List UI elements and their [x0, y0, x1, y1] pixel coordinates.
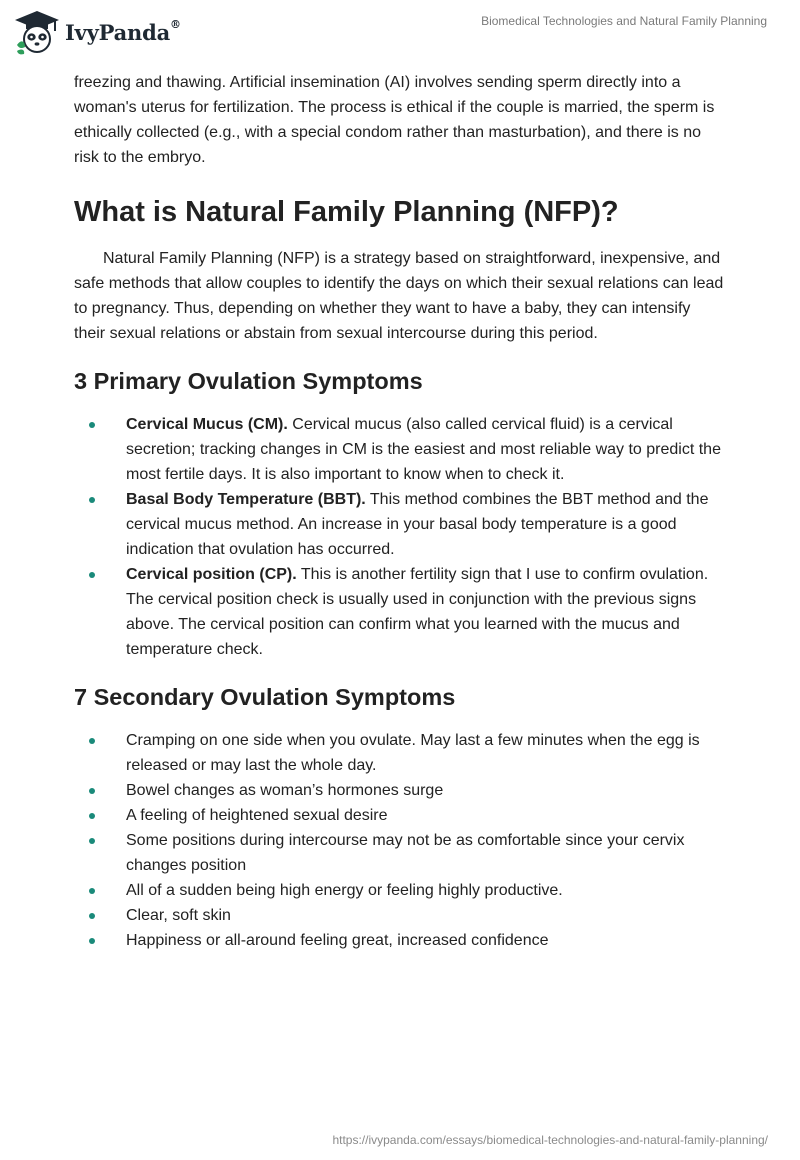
- list-item-text: Bowel changes as woman’s hormones surge: [126, 782, 444, 799]
- brand-name: IvyPanda®: [65, 17, 181, 45]
- list-item: [74, 903, 724, 928]
- bullet-dot: [89, 497, 95, 503]
- list-item-term: Cervical Mucus (CM).: [126, 416, 288, 433]
- list-item-text: This method combines the BBT method and the cervical mucus method. An increase in your basal body temperature is a good indication that ovulation has occurred.: [126, 491, 709, 558]
- list-item-text: Clear, soft skin: [126, 907, 231, 924]
- list-item: [74, 412, 724, 487]
- bullet-dot: [89, 813, 95, 819]
- bullet-dot: [89, 788, 95, 794]
- bullet-dot: [89, 838, 95, 844]
- list-item-term: Cervical position (CP).: [126, 566, 297, 583]
- list-item-text: A feeling of heightened sexual desire: [126, 807, 388, 824]
- bullet-dot: [89, 938, 95, 944]
- brand-logo[interactable]: [13, 9, 181, 55]
- list-item-text: Some positions during intercourse may not be as comfortable since your cervix changes position: [126, 832, 685, 874]
- document-title: Biomedical Technologies and Natural Family Planning: [481, 14, 767, 28]
- nfp-heading: What is Natural Family Planning (NFP)?: [74, 196, 619, 228]
- list-item: [74, 778, 724, 803]
- list-item: [74, 928, 724, 953]
- list-item-text: Happiness or all-around feeling great, increased confidence: [126, 932, 549, 949]
- list-item-text: Cramping on one side when you ovulate. May last a few minutes when the egg is released or may last the whole day.: [126, 732, 700, 774]
- primary-symptoms-heading: 3 Primary Ovulation Symptoms: [74, 368, 423, 394]
- bullet-dot: [89, 572, 95, 578]
- panda-graduate-icon: [13, 9, 61, 55]
- list-item-text: Cervical mucus (also called cervical fluid) is a cervical secretion; tracking changes in CM is the easiest and most reliable way to predict the most fertile days. It is also important to know when to check it.: [126, 416, 721, 483]
- list-item: [74, 487, 724, 562]
- primary-symptoms-list: [74, 412, 724, 662]
- source-url-link[interactable]: https://ivypanda.com/essays/biomedical-technologies-and-natural-family-planning/: [332, 1133, 768, 1147]
- list-item: [74, 728, 724, 778]
- bullet-dot: [89, 913, 95, 919]
- article-body: [74, 70, 724, 953]
- list-item: [74, 878, 724, 903]
- bullet-dot: [89, 888, 95, 894]
- intro-paragraph: freezing and thawing. Artificial insemination (AI) involves sending sperm directly into a woman's uterus for fertilization. The process is ethical if the couple is married, the sperm is ethically collected (e.g., with a special condom rather than masturbation), and there is no risk to the embryo.: [74, 74, 715, 166]
- list-item-text: This is another fertility sign that I use to confirm ovulation. The cervical position check is usually used in conjunction with the previous signs above. The cervical position can confirm what you learned with the mucus and temperature check.: [126, 566, 709, 658]
- secondary-symptoms-heading: 7 Secondary Ovulation Symptoms: [74, 684, 456, 710]
- bullet-dot: [89, 422, 95, 428]
- bullet-dot: [89, 738, 95, 744]
- secondary-symptoms-list: [74, 728, 724, 953]
- list-item: [74, 562, 724, 662]
- list-item: [74, 828, 724, 878]
- nfp-paragraph: Natural Family Planning (NFP) is a strategy based on straightforward, inexpensive, and safe methods that allow couples to identify the days on which their sexual relations can lead to pregnancy. Thus, depending on whether they want to have a baby, they can intensify their sexual relations or abstain from sexual intercourse during this period.: [74, 250, 724, 342]
- list-item-text: All of a sudden being high energy or feeling highly productive.: [126, 882, 563, 899]
- list-item-term: Basal Body Temperature (BBT).: [126, 491, 366, 508]
- list-item: [74, 803, 724, 828]
